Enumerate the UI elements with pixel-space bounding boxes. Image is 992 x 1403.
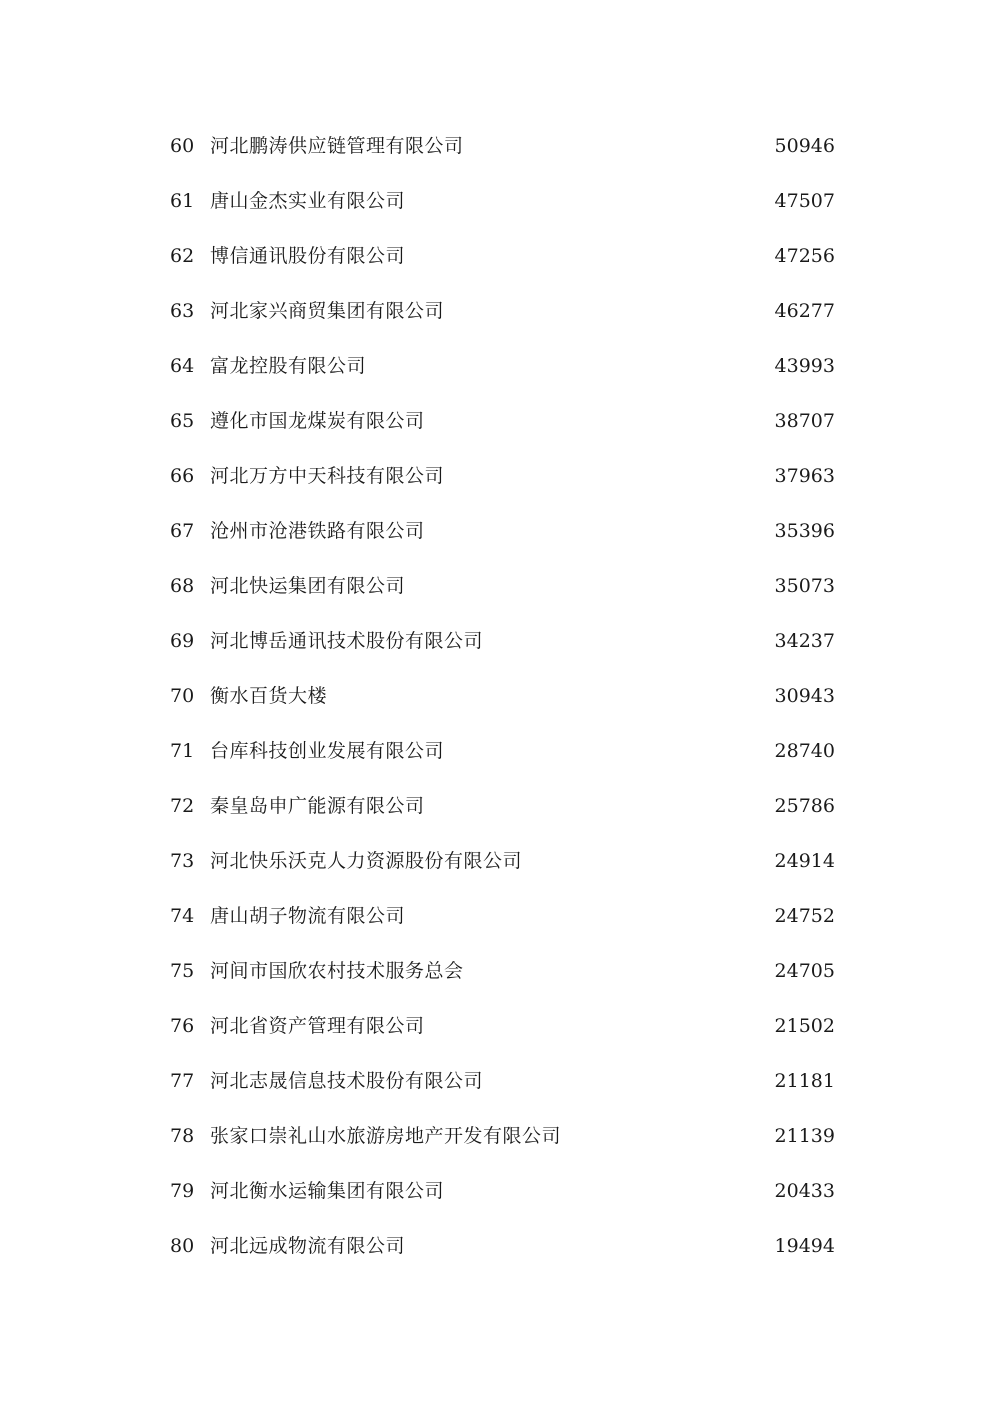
row-rank: 67 — [170, 520, 195, 542]
table-row — [0, 395, 992, 450]
table-row — [0, 780, 992, 835]
row-value: 38707 — [774, 410, 835, 432]
row-company-name: 河北快运集团有限公司 — [210, 575, 406, 597]
row-rank: 74 — [170, 905, 195, 927]
row-value: 30943 — [774, 685, 835, 707]
row-rank: 60 — [170, 135, 195, 157]
row-value: 24752 — [774, 905, 835, 927]
row-rank: 63 — [170, 300, 195, 322]
row-company-name: 河北万方中天科技有限公司 — [210, 465, 445, 487]
table-row — [0, 450, 992, 505]
table-row — [0, 560, 992, 615]
row-rank: 66 — [170, 465, 195, 487]
row-company-name: 河北远成物流有限公司 — [210, 1235, 406, 1257]
table-row — [0, 670, 992, 725]
table-row — [0, 1055, 992, 1110]
row-company-name: 河间市国欣农村技术服务总会 — [210, 960, 464, 982]
row-value: 35073 — [774, 575, 835, 597]
row-rank: 68 — [170, 575, 195, 597]
table-row — [0, 175, 992, 230]
row-company-name: 张家口崇礼山水旅游房地产开发有限公司 — [210, 1125, 562, 1147]
row-company-name: 秦皇岛申广能源有限公司 — [210, 795, 425, 817]
table-row — [0, 835, 992, 890]
table-row — [0, 945, 992, 1000]
row-company-name: 河北志晟信息技术股份有限公司 — [210, 1070, 484, 1092]
table-row — [0, 340, 992, 395]
row-value: 21139 — [774, 1125, 835, 1147]
row-value: 47507 — [774, 190, 835, 212]
row-value: 34237 — [774, 630, 835, 652]
table-row — [0, 1165, 992, 1220]
row-value: 37963 — [774, 465, 835, 487]
row-company-name: 河北省资产管理有限公司 — [210, 1015, 425, 1037]
row-rank: 69 — [170, 630, 195, 652]
row-value: 20433 — [774, 1180, 835, 1202]
row-company-name: 唐山金杰实业有限公司 — [210, 190, 406, 212]
row-rank: 70 — [170, 685, 195, 707]
row-value: 28740 — [774, 740, 835, 762]
row-value: 35396 — [774, 520, 835, 542]
row-rank: 77 — [170, 1070, 195, 1092]
table-row — [0, 615, 992, 670]
row-rank: 78 — [170, 1125, 195, 1147]
table-row — [0, 725, 992, 780]
row-rank: 62 — [170, 245, 195, 267]
table-row — [0, 230, 992, 285]
row-rank: 80 — [170, 1235, 195, 1257]
row-rank: 65 — [170, 410, 195, 432]
row-company-name: 台库科技创业发展有限公司 — [210, 740, 445, 762]
row-rank: 76 — [170, 1015, 195, 1037]
row-value: 46277 — [774, 300, 835, 322]
row-value: 50946 — [774, 135, 835, 157]
row-rank: 72 — [170, 795, 195, 817]
row-company-name: 遵化市国龙煤炭有限公司 — [210, 410, 425, 432]
row-company-name: 衡水百货大楼 — [210, 685, 328, 707]
row-value: 25786 — [774, 795, 835, 817]
table-row — [0, 890, 992, 945]
row-value: 24914 — [774, 850, 835, 872]
row-company-name: 河北博岳通讯技术股份有限公司 — [210, 630, 484, 652]
row-company-name: 河北衡水运输集团有限公司 — [210, 1180, 445, 1202]
row-value: 21181 — [774, 1070, 835, 1092]
row-company-name: 河北鹏涛供应链管理有限公司 — [210, 135, 464, 157]
row-rank: 71 — [170, 740, 195, 762]
table-row — [0, 285, 992, 340]
row-value: 47256 — [774, 245, 835, 267]
row-company-name: 唐山胡子物流有限公司 — [210, 905, 406, 927]
table-row — [0, 1000, 992, 1055]
row-rank: 64 — [170, 355, 195, 377]
row-value: 21502 — [774, 1015, 835, 1037]
table-row — [0, 505, 992, 560]
row-rank: 61 — [170, 190, 195, 212]
row-company-name: 河北家兴商贸集团有限公司 — [210, 300, 445, 322]
company-ranking-table — [0, 120, 992, 1275]
row-company-name: 博信通讯股份有限公司 — [210, 245, 406, 267]
table-row — [0, 1110, 992, 1165]
row-company-name: 沧州市沧港铁路有限公司 — [210, 520, 425, 542]
row-company-name: 河北快乐沃克人力资源股份有限公司 — [210, 850, 523, 872]
table-row — [0, 120, 992, 175]
table-row — [0, 1220, 992, 1275]
row-value: 43993 — [774, 355, 835, 377]
row-value: 19494 — [774, 1235, 835, 1257]
row-value: 24705 — [774, 960, 835, 982]
row-company-name: 富龙控股有限公司 — [210, 355, 367, 377]
row-rank: 73 — [170, 850, 195, 872]
row-rank: 79 — [170, 1180, 195, 1202]
row-rank: 75 — [170, 960, 195, 982]
